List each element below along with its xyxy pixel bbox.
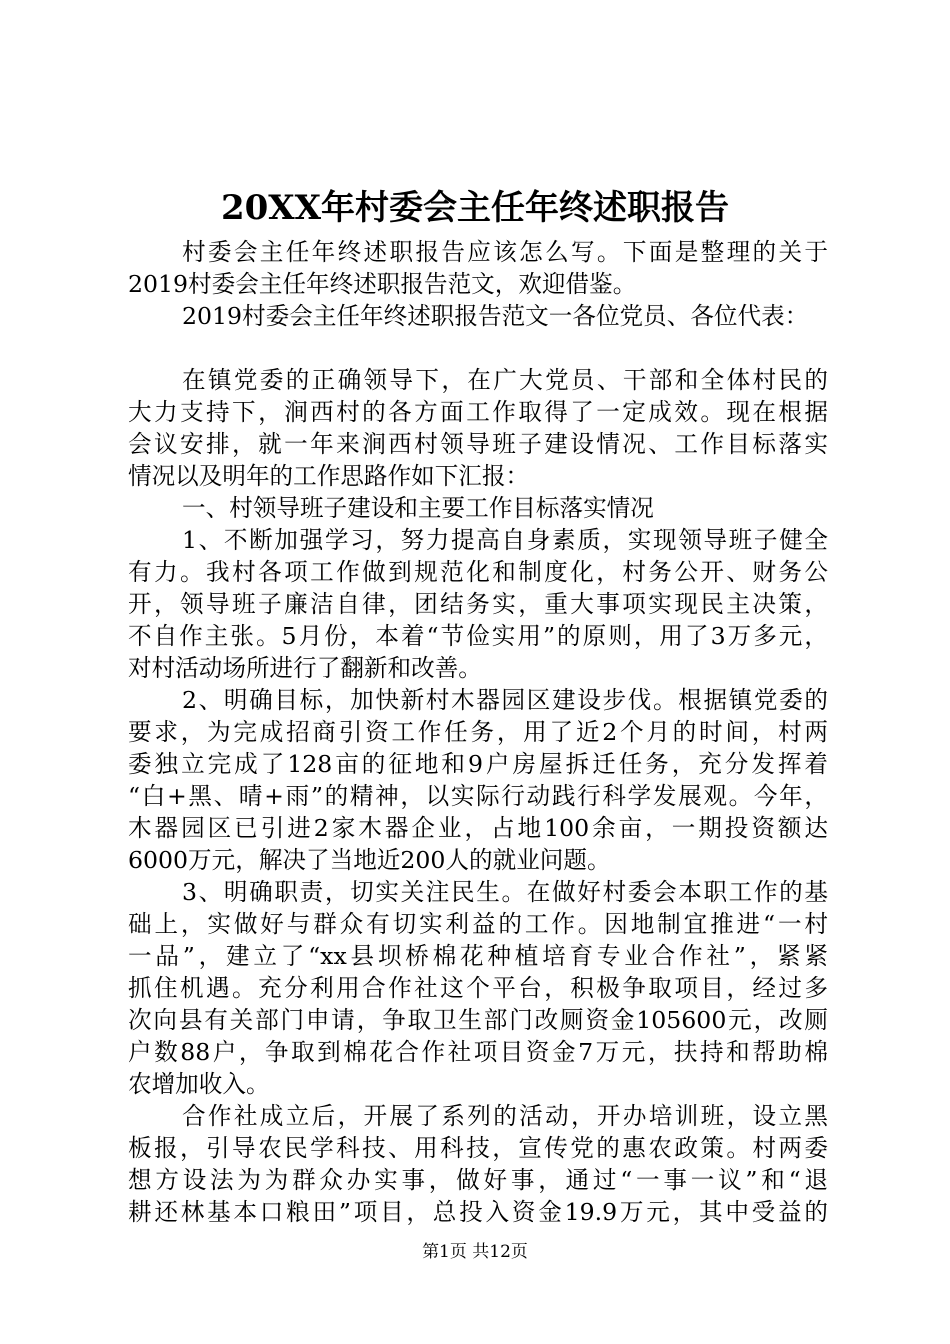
paragraph-line: 对村活动场所进行了翻新和改善。 <box>128 654 482 682</box>
section-heading: 一、村领导班子建设和主要工作目标落实情况 <box>182 494 654 522</box>
paragraph-line: 在镇党委的正确领导下，在广大党员、干部和全体村民的 <box>182 366 828 394</box>
paragraph-line: 1、不断加强学习，努力提高自身素质，实现领导班子健全 <box>182 526 828 554</box>
document-title: 20XX年村委会主任年终述职报告 <box>220 188 730 228</box>
paragraph-line: 木器园区已引进2家木器企业，占地100余亩，一期投资额达 <box>128 814 828 842</box>
paragraph-line: 委独立完成了128亩的征地和9户房屋拆迁任务，充分发挥着 <box>128 750 828 778</box>
paragraph-line: 农增加收入。 <box>128 1070 270 1098</box>
paragraph-line: 村委会主任年终述职报告应该怎么写。下面是整理的关于 <box>182 238 828 266</box>
paragraph-line: 大力支持下，涧西村的各方面工作取得了一定成效。现在根据 <box>128 398 828 426</box>
paragraph-line: 户数88户，争取到棉花合作社项目资金7万元，扶持和帮助棉 <box>128 1038 828 1066</box>
paragraph-line: 要求，为完成招商引资工作任务，用了近2个月的时间，村两 <box>128 718 828 746</box>
paragraph-line: 不自作主张。5月份，本着“节俭实用”的原则，用了3万多元， <box>128 622 828 650</box>
paragraph-line: 合作社成立后，开展了系列的活动，开办培训班，设立黑 <box>182 1102 828 1130</box>
page-footer: 第1页 共12页 <box>422 1242 528 1262</box>
paragraph-line: 耕还林基本口粮田”项目，总投入资金19.9万元，其中受益的 <box>128 1198 828 1226</box>
paragraph-line: 2019村委会主任年终述职报告范文，欢迎借鉴。 <box>128 270 637 298</box>
blank-line <box>128 332 828 364</box>
paragraph-line: 情况以及明年的工作思路作如下汇报： <box>128 462 530 490</box>
paragraph-line: 开，领导班子廉洁自律，团结务实，重大事项实现民主决策， <box>128 590 828 618</box>
paragraph-line: 2、明确目标，加快新村木器园区建设步伐。根据镇党委的 <box>182 686 828 714</box>
paragraph-line: 抓住机遇。充分利用合作社这个平台，积极争取项目，经过多 <box>128 974 828 1002</box>
paragraph-line: “白+黑、晴+雨”的精神，以实际行动践行科学发展观。今年， <box>128 782 828 810</box>
paragraph-line: 3、明确职责，切实关注民生。在做好村委会本职工作的基 <box>182 878 828 906</box>
paragraph-line: 2019村委会主任年终述职报告范文一各位党员、各位代表： <box>182 302 809 330</box>
paragraph-line: 会议安排，就一年来涧西村领导班子建设情况、工作目标落实 <box>128 430 828 458</box>
paragraph-line: 次向县有关部门申请，争取卫生部门改厕资金105600元，改厕 <box>128 1006 828 1034</box>
paragraph-line: 有力。我村各项工作做到规范化和制度化，村务公开、财务公 <box>128 558 828 586</box>
paragraph-line: 想方设法为为群众办实事，做好事，通过“一事一议”和“退 <box>128 1166 828 1194</box>
paragraph-line: 6000万元，解决了当地近200人的就业问题。 <box>128 846 611 874</box>
paragraph-line: 一品”，建立了“xx县坝桥棉花种植培育专业合作社”，紧紧 <box>128 942 828 970</box>
paragraph-line: 础上，实做好与群众有切实利益的工作。因地制宜推进“一村 <box>128 910 828 938</box>
document-body <box>128 236 828 1228</box>
paragraph-line: 板报，引导农民学科技、用科技，宣传党的惠农政策。村两委 <box>128 1134 828 1162</box>
